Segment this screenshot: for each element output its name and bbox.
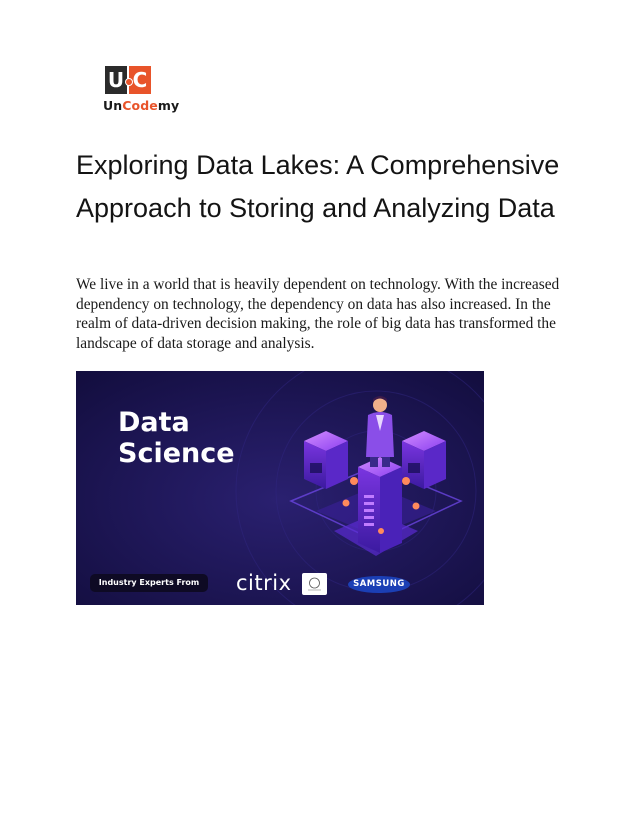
citrix-logo: citrix xyxy=(236,571,292,595)
article-intro: We live in a world that is heavily dependent on technology. With the increased dependency on technology, the dependency on data has also increased. In the realm of data-driven decision making, the role of big data has transformed the landscape of data storage and analysis. xyxy=(76,276,560,352)
industry-experts-label: Industry Experts From xyxy=(90,574,208,592)
uncodemy-logo[interactable] xyxy=(103,66,180,116)
wordmark-part-my: my xyxy=(157,98,180,113)
banner-heading xyxy=(118,407,235,469)
logo-wordmark xyxy=(103,98,179,113)
logo-tile-u: U xyxy=(105,66,127,94)
banner-heading-line2: Science xyxy=(118,438,235,469)
logo-tile-c: C xyxy=(129,66,151,94)
samsung-logo: SAMSUNG xyxy=(348,576,410,593)
partner-seal-icon xyxy=(302,573,327,595)
logo-tiles xyxy=(105,66,151,96)
wordmark-part-un: Un xyxy=(103,98,123,113)
data-science-banner xyxy=(76,371,484,605)
article-title: Exploring Data Lakes: A Comprehensive Approach to Storing and Analyzing Data xyxy=(76,150,560,223)
logo-dot-icon xyxy=(125,78,133,86)
partner-seal-logo xyxy=(302,573,327,595)
wordmark-part-code: Code xyxy=(122,98,158,113)
banner-heading-line1: Data xyxy=(118,407,190,438)
